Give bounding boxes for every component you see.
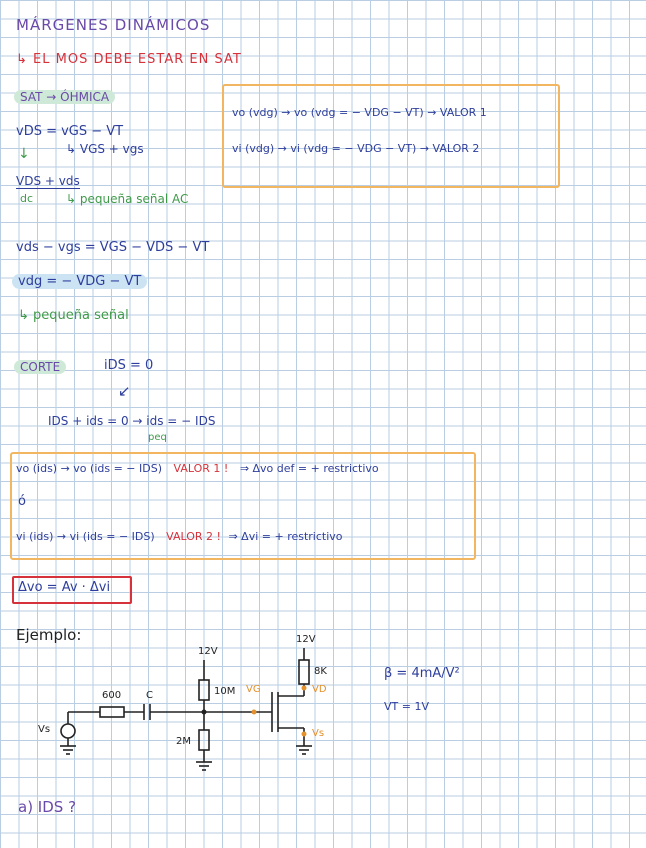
sat-box-line1: vo (vdg) → vo (vdg = − VDG − VT) → VALOR 1	[232, 106, 487, 119]
resistor-8k-icon	[299, 660, 309, 684]
sat-eq1: vDS = vGS − VT	[16, 124, 124, 139]
r8k-label: 8K	[314, 666, 327, 677]
example-label: Ejemplo:	[16, 626, 82, 644]
corte-line1: vo (ids) → vo (ids = − IDS) VALOR 1 ! ⇒ Δvo def = + restrictivo	[16, 462, 379, 475]
corte-peq-note: peq	[148, 432, 167, 443]
vs-node-label: Vs	[312, 728, 325, 739]
resistor-10m-icon	[199, 680, 209, 700]
question-a: a) IDS ?	[18, 798, 77, 816]
capacitor-label: C	[146, 690, 153, 701]
vt-param: VT = 1V	[384, 700, 429, 713]
sat-fraction-numerator: VDS + vds	[16, 174, 80, 188]
formula: Δvo = Av · Δvi	[18, 580, 111, 595]
sat-box-line2: vi (vdg) → vi (vdg = − VDG − VT) → VALOR 2	[232, 142, 480, 155]
vd-node-label: VD	[312, 684, 327, 695]
corte-or: ó	[18, 494, 26, 509]
sat-heading: SAT → ÓHMICA	[14, 90, 115, 104]
voltage-source-icon	[61, 724, 75, 738]
vcc1-label: 12V	[198, 646, 218, 657]
sat-fraction-note: ↳ pequeña señal AC	[66, 192, 189, 206]
sat-fraction-denominator: dc	[20, 192, 34, 205]
page-subtitle: ↳ EL MOS DEBE ESTAR EN SAT	[16, 52, 242, 67]
resistor-2m-icon	[199, 730, 209, 750]
corte-eq: IDS + ids = 0 → ids = − IDS	[48, 414, 216, 428]
r600-label: 600	[102, 690, 122, 701]
corte-condition: iDS = 0	[104, 358, 154, 373]
r10m-label: 10M	[214, 686, 236, 697]
corte-line2: vi (ids) → vi (ids = − IDS) VALOR 2 ! ⇒ Δvi = + restrictivo	[16, 530, 343, 543]
down-arrow-icon: ↓	[18, 146, 30, 162]
sat-eq2: vds − vgs = VGS − VDS − VT	[16, 240, 210, 255]
vcc2-label: 12V	[296, 634, 316, 645]
beta-param: β = 4mA/V²	[384, 666, 460, 681]
corte-heading: CORTE	[14, 360, 66, 374]
vs-source-label: Vs	[38, 724, 51, 735]
page-title: MÁRGENES DINÁMICOS	[16, 16, 211, 34]
r2m-label: 2M	[176, 736, 191, 747]
sat-eq3-note: ↳ pequeña señal	[18, 308, 129, 323]
sat-eq1-note: ↳ VGS + vgs	[66, 142, 144, 156]
resistor-600-icon	[100, 707, 124, 717]
vg-node-label: VG	[246, 684, 261, 695]
sat-eq3: vdg = − VDG − VT	[12, 274, 147, 289]
diagonal-arrow-icon: ↙	[118, 382, 131, 400]
